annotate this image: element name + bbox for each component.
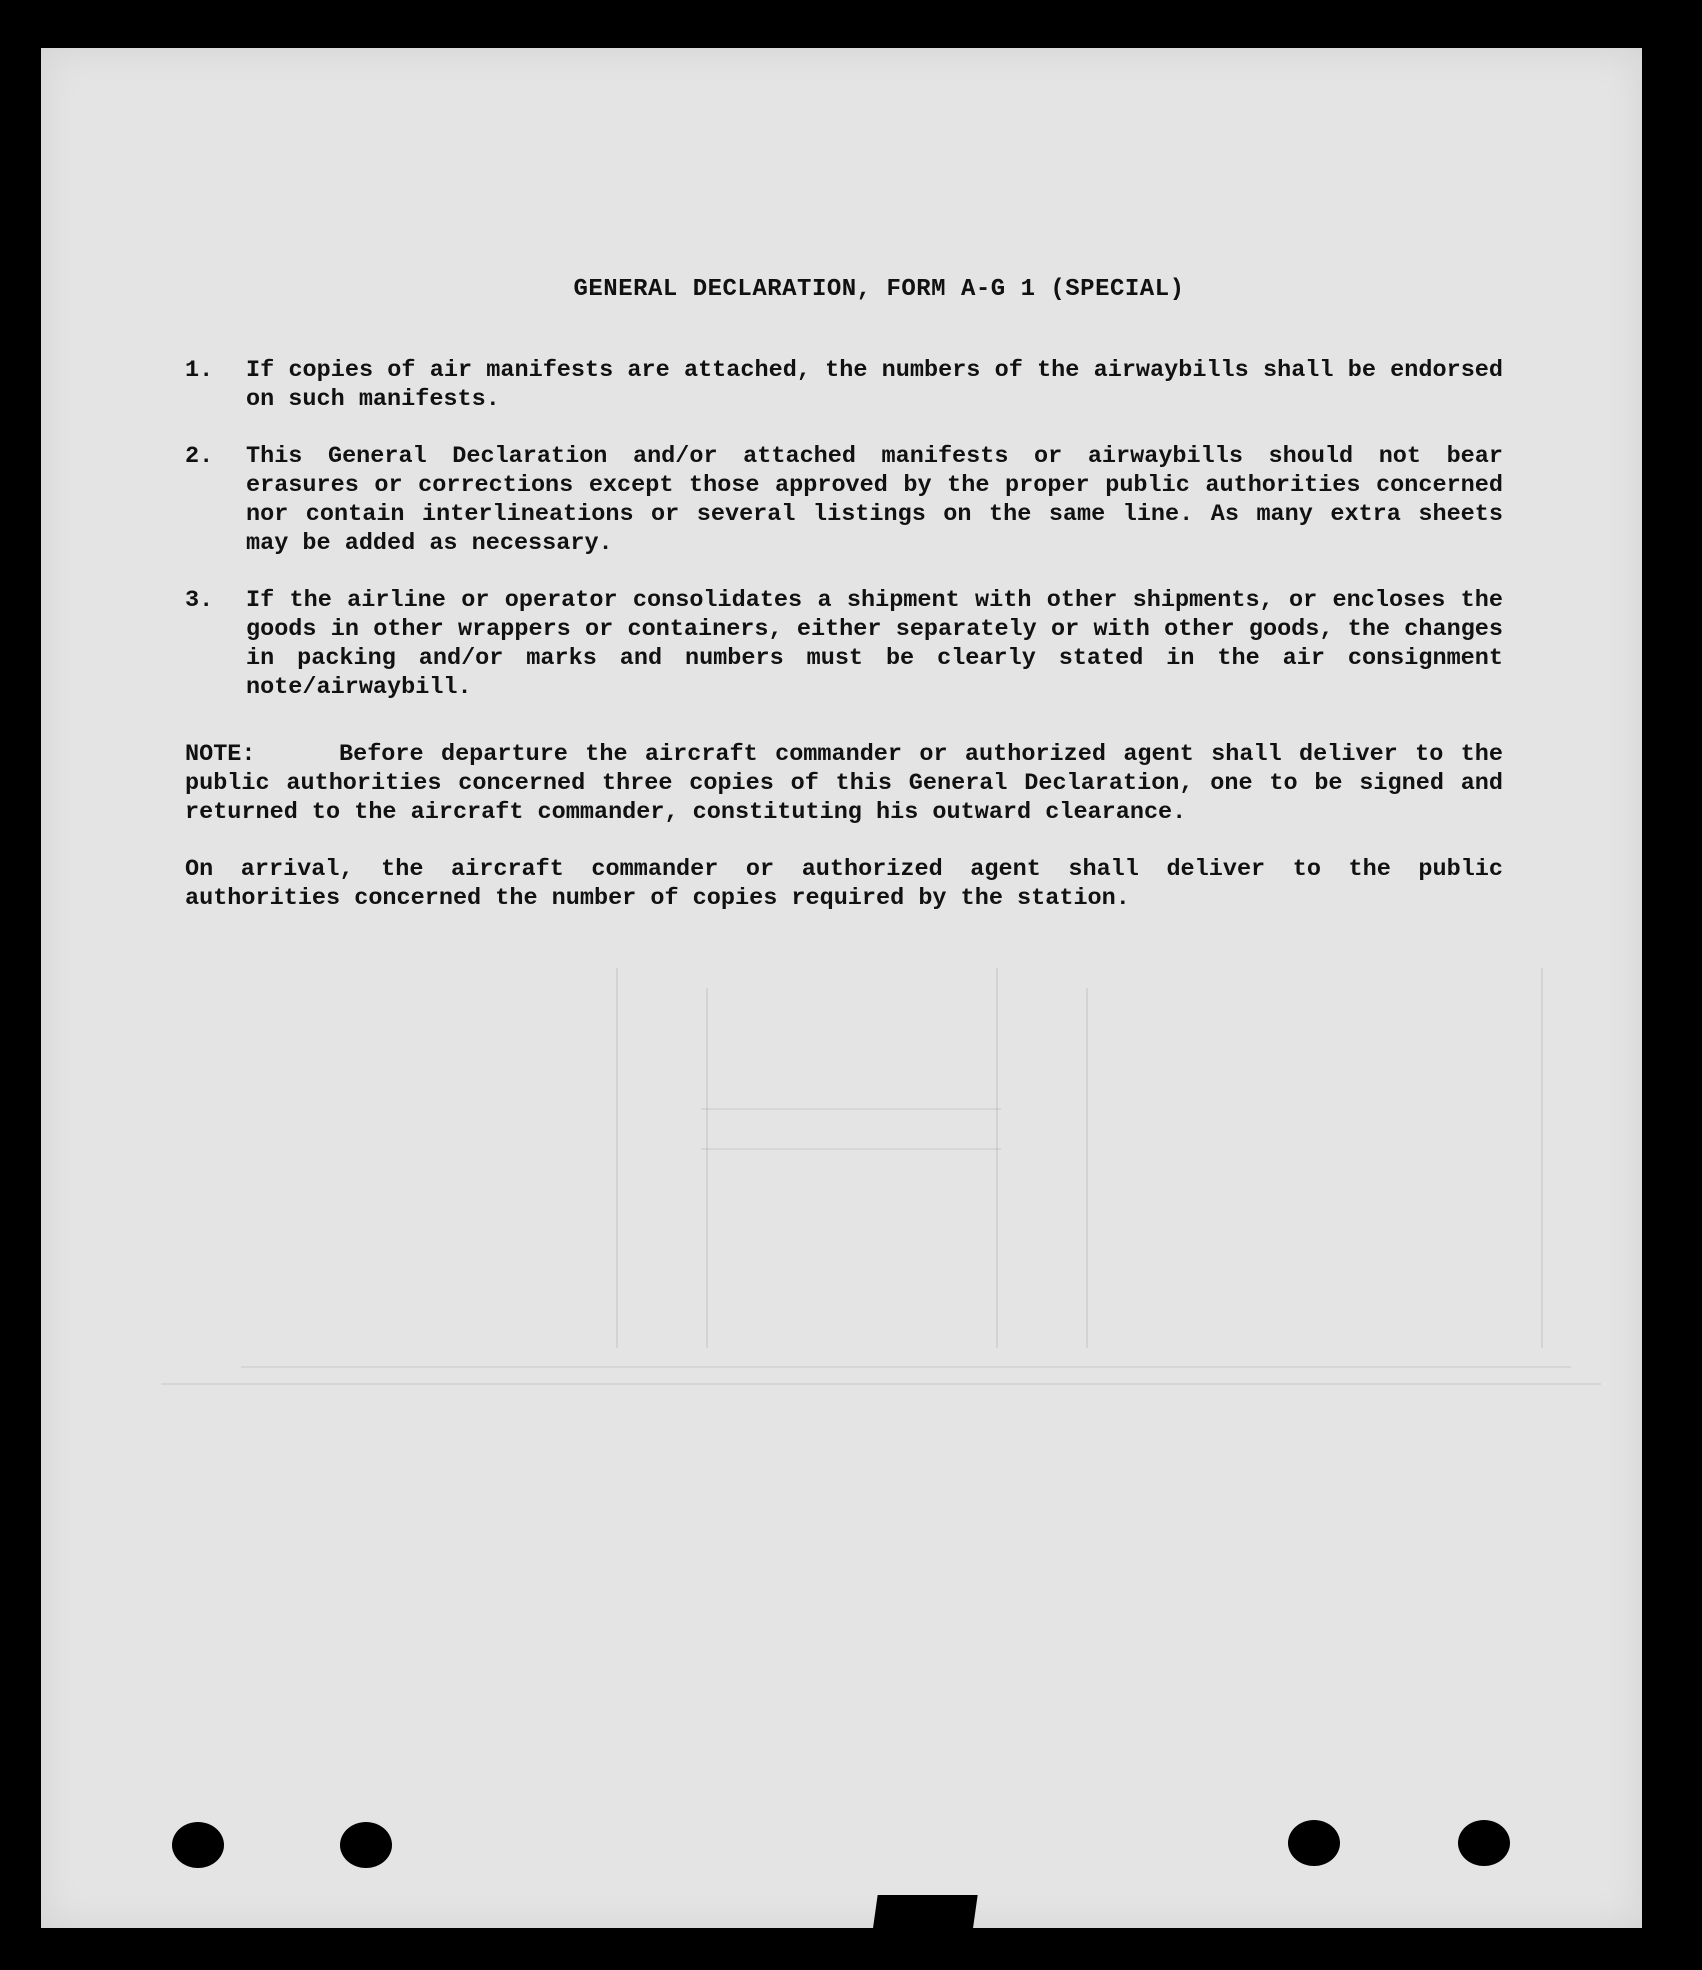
item-text: If copies of air manifests are attached, the numbers of the airwaybills shall be endorsed on such manifests. [246, 357, 1503, 413]
instruction-item-2 [185, 442, 1503, 558]
note-text: Before departure the aircraft commander or authorized agent shall deliver to the public authorities concerned three copies of this General Declaration, one to be signed and returned to the aircraft commander, constituting his outward clearance. [185, 741, 1503, 826]
bleed-line [616, 968, 618, 1348]
note-label: NOTE: [185, 741, 256, 768]
item-number: 2. [185, 443, 214, 470]
instruction-item-3 [185, 586, 1503, 702]
punch-hole [172, 1822, 224, 1868]
bleed-line [241, 1366, 1571, 1368]
punch-hole [1458, 1820, 1510, 1866]
arrival-paragraph: On arrival, the aircraft commander or authorized agent shall deliver to the public authorities concerned the number of copies required by the station. [185, 856, 1503, 912]
instruction-item-1 [185, 356, 1503, 414]
item-number: 3. [185, 587, 214, 614]
punch-hole [1288, 1820, 1340, 1866]
bleed-line [161, 1383, 1601, 1385]
bleed-line [1541, 968, 1543, 1348]
note-paragraph [185, 740, 1503, 827]
declaration-text-block [185, 275, 1503, 913]
bleed-line [701, 1148, 1001, 1150]
binding-tab [872, 1895, 977, 1933]
bleed-line [996, 968, 998, 1348]
punch-hole [340, 1822, 392, 1868]
bleed-line [701, 1108, 1001, 1110]
item-text: If the airline or operator consolidates a shipment with other shipments, or encloses the goods in other wrappers or containers, either separately or with other goods, the changes in packing and/or marks and numbers must be clearly stated in the air consignment note/airwaybill. [246, 587, 1503, 701]
item-number: 1. [185, 357, 214, 384]
bleed-line [1086, 988, 1088, 1348]
document-title: GENERAL DECLARATION, FORM A-G 1 (SPECIAL) [573, 276, 1185, 303]
bleed-line [706, 988, 708, 1348]
item-text: This General Declaration and/or attached manifests or airwaybills should not bear erasures or corrections except those approved by the proper public authorities concerned nor contain interlineations or several listings on the same line. As many extra sheets may be added as necessary. [246, 443, 1503, 557]
